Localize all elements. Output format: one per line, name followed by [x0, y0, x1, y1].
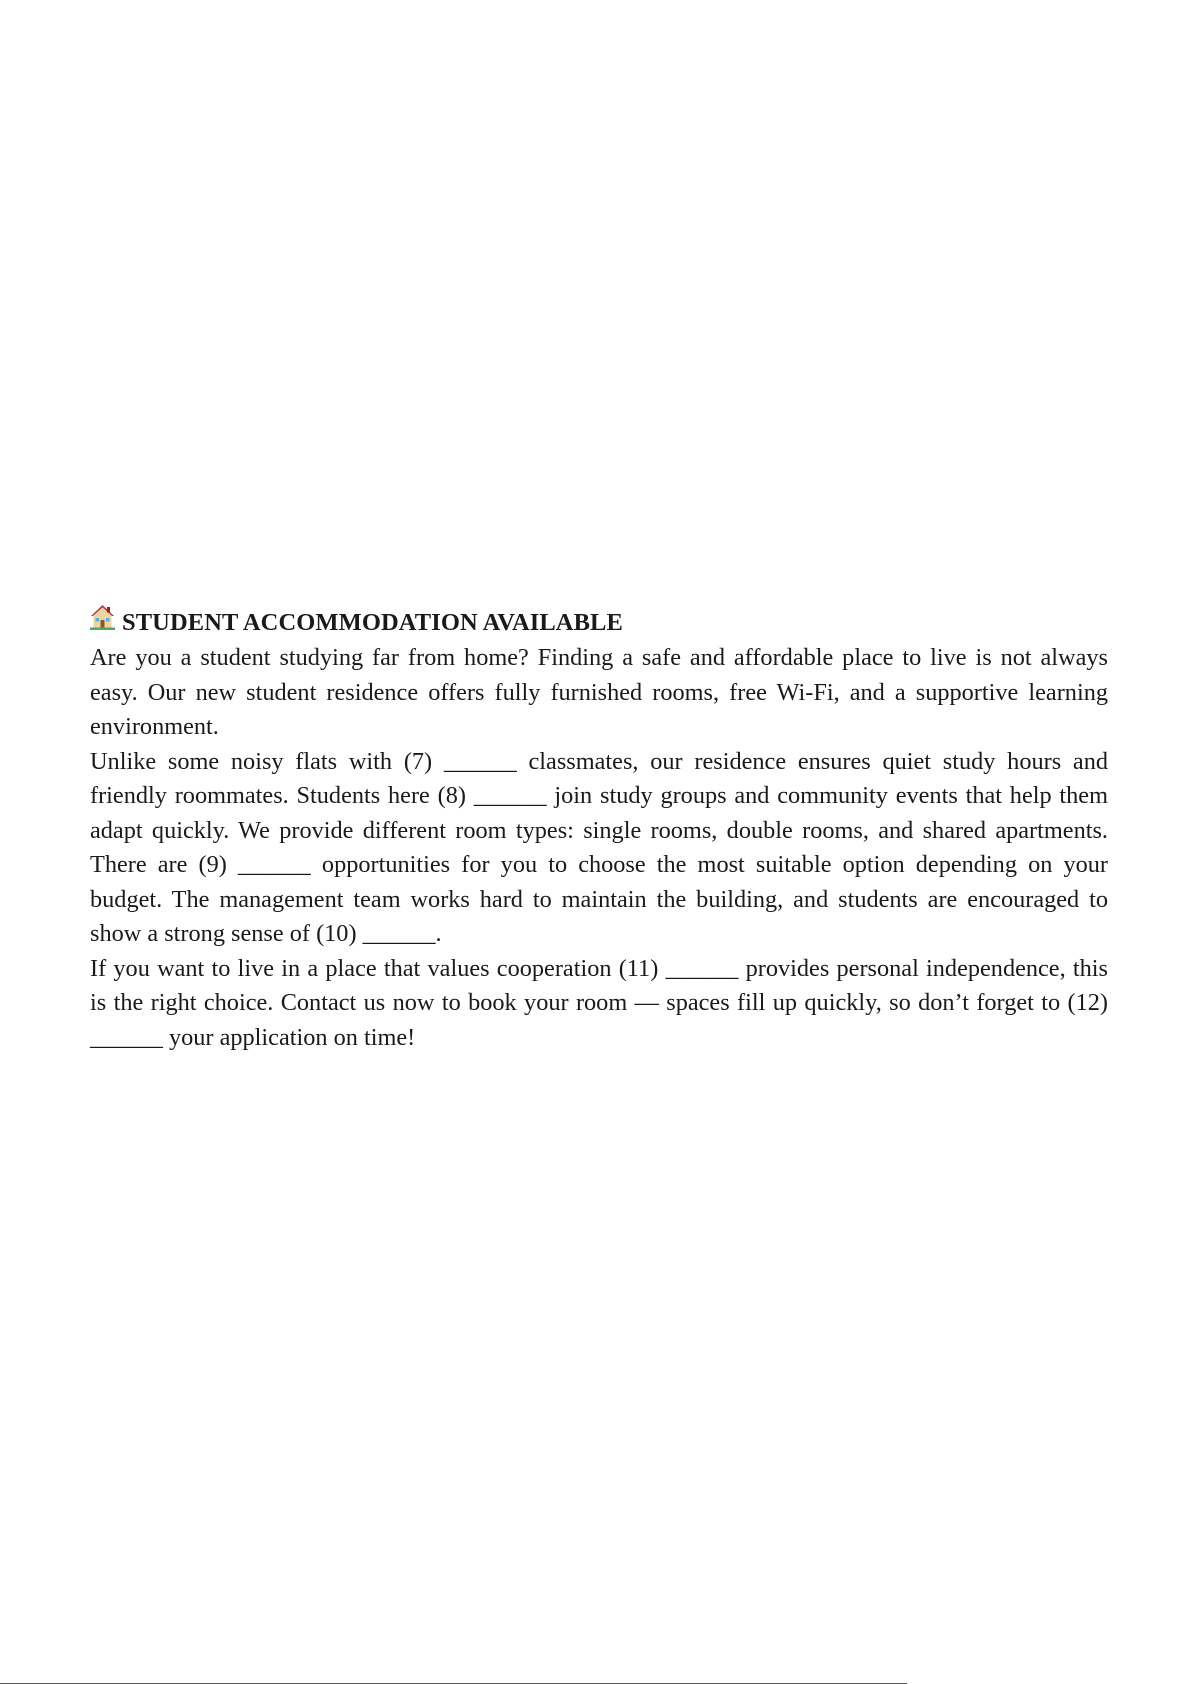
paragraph-intro: Are you a student studying far from home? Finding a safe and affordable place to live is not always easy. Our new student residence offers fully furnished rooms, free Wi-Fi, and a supportive learning environment.: [90, 644, 1108, 740]
heading: [90, 605, 1108, 641]
document-body: [90, 605, 1108, 1055]
paragraph-closing: If you want to live in a place that values cooperation (11) ______ provides personal independence, this is the right choice. Contact us now to book your room — spaces fill up quickly, so don’t forget to (12) ______ your application on time!: [90, 954, 1108, 1051]
house-icon: [90, 604, 115, 630]
page-title: STUDENT ACCOMMODATION AVAILABLE: [122, 609, 623, 636]
paragraph-body: Unlike some noisy flats with (7) ______ classmates, our residence ensures quiet study hours and friendly roommates. Students here (8) ______ join study groups and community events that help them adapt quickly. We provide different room types: single rooms, double rooms, and shared apartments. There are (9) ______ opportunities for you to choose the most suitable option depending on your budget. The management team works hard to maintain the building, and students are encouraged to show a strong sense of (10) ______.: [90, 747, 1108, 947]
